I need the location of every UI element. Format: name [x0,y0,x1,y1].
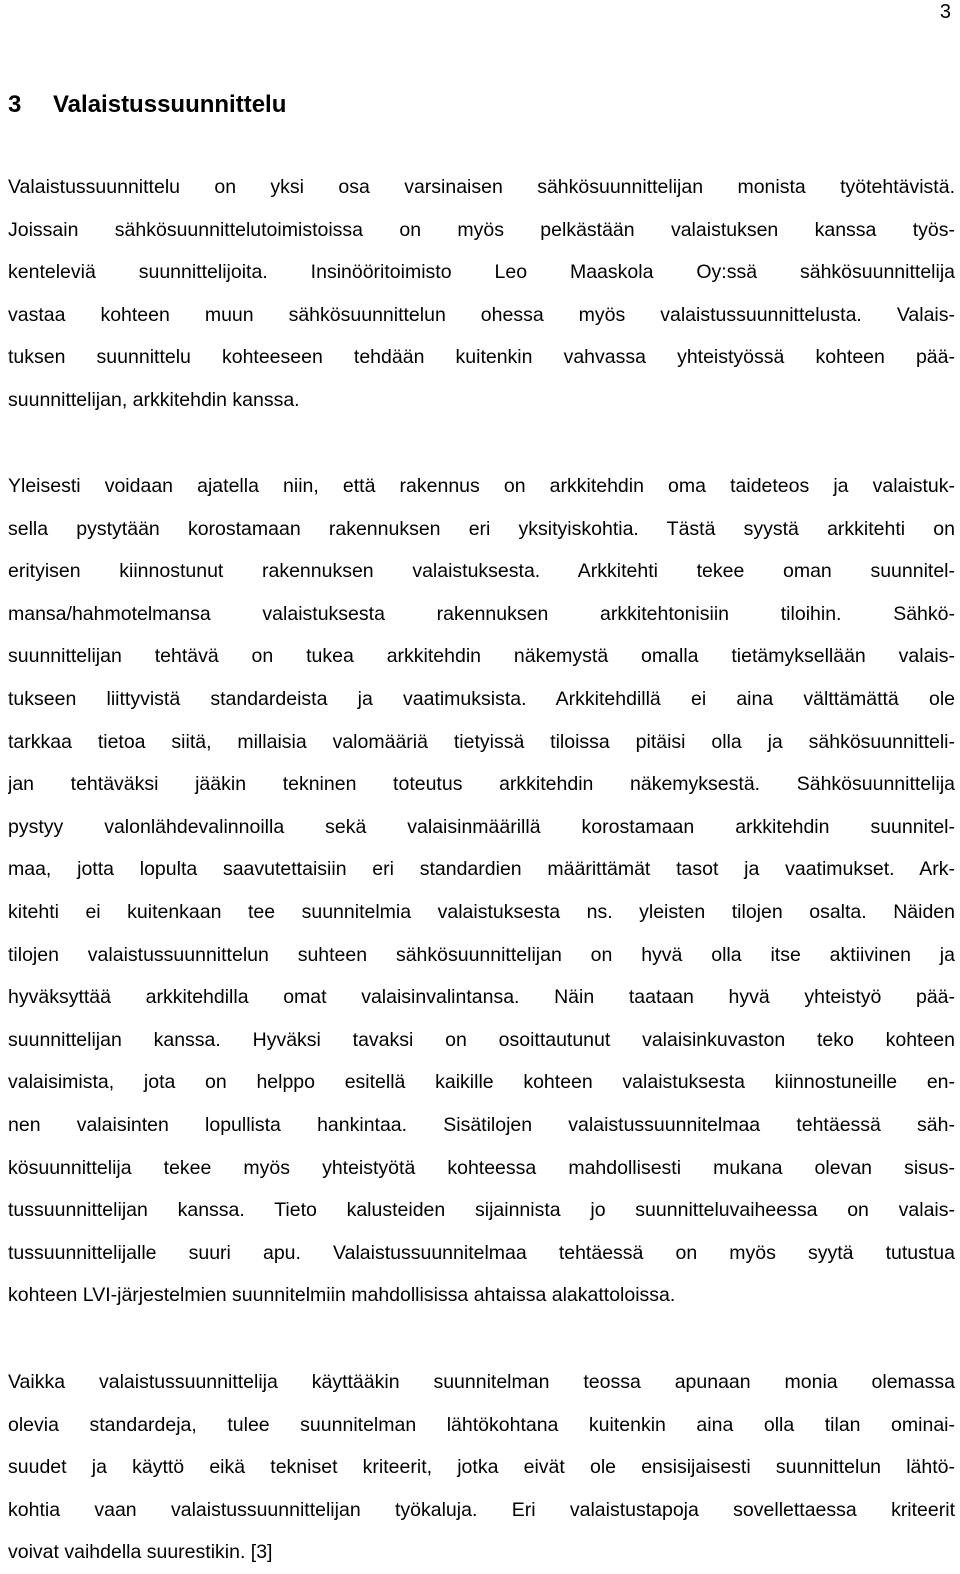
paragraph-line: tussuunnittelijalle suuri apu. Valaistussuunnitelmaa tehtäessä on myös syytä tutustua [8,1241,955,1264]
paragraph-line: suunnittelijan, arkkitehdin kanssa. [8,388,300,411]
paragraph-line: Vaikka valaistussuunnittelija käyttääkin suunnitelman teossa apunaan monia olemassa [8,1371,955,1393]
paragraph-line: Joissain sähkösuunnittelutoimistoissa on myös pelkästään valaistuksen kanssa työs- [8,218,955,241]
paragraph-line: tuksen suunnittelu kohteeseen tehdään kuitenkin vahvassa yhteistyössä kohteen pää- [8,346,955,369]
paragraph-line: Valaistussuunnittelu on yksi osa varsinaisen sähkösuunnittelijan monista työtehtävistä. [8,176,955,198]
paragraph-line: hyväksyttää arkkitehdilla omat valaisinvalintansa. Näin taataan hyvä yhteistyö pää- [8,986,955,1009]
paragraph-line: suunnittelijan tehtävä on tukea arkkitehdin näkemystä omalla tietämyksellään valais- [8,645,955,668]
paragraph-line: mansa/hahmotelmansa valaistuksesta rakennuksen arkkitehtonisiin tiloihin. Sähkö- [8,602,955,625]
paragraph-line: kohteen LVI-järjestelmien suunnitelmiin mahdollisissa ahtaissa alakattoloissa. [8,1284,676,1307]
paragraph-line: kenteleviä suunnittelijoita. Insinööritoimisto Leo Maaskola Oy:ssä sähkösuunnittelija [8,261,955,284]
paragraph-line: vastaa kohteen muun sähkösuunnittelun ohessa myös valaistussuunnittelusta. Valais- [8,303,955,326]
section-number: 3 [8,91,22,118]
page-number: 3 [939,1,951,23]
paragraph-line: kitehti ei kuitenkaan tee suunnitelmia valaistuksesta ns. yleisten tilojen osalta. Näiden [8,900,955,923]
paragraph-2 [8,465,955,1317]
paragraph-line: kohtia vaan valaistussuunnittelijan työkaluja. Eri valaistustapoja sovellettaessa kriteerit [8,1498,955,1521]
paragraph-line: tilojen valaistussuunnittelun suhteen sähkösuunnittelijan on hyvä olla itse aktiivinen ja [8,943,955,966]
paragraph-line: tukseen liittyvistä standardeista ja vaatimuksista. Arkkitehdillä ei aina välttämättä ole [8,687,955,710]
paragraph-line: Yleisesti voidaan ajatella niin, että rakennus on arkkitehdin oma taideteos ja valaistuk- [8,475,955,497]
paragraph-text [8,166,955,422]
paragraph-line: maa, jotta lopulta saavutettaisiin eri standardien määrittämät tasot ja vaatimukset. Ark- [8,858,955,881]
paragraph-1 [8,166,955,422]
paragraph-line: nen valaisinten lopullista hankintaa. Sisätilojen valaistussuunnitelmaa tehtäessä säh- [8,1113,955,1136]
paragraph-line: pystyy valonlähdevalinnoilla sekä valaisinmäärillä korostamaan arkkitehdin suunnitel- [8,815,955,838]
paragraph-line: jan tehtäväksi jääkin tekninen toteutus arkkitehdin näkemyksestä. Sähkösuunnittelija [8,773,955,796]
paragraph-line: valaisimista, jota on helppo esitellä kaikille kohteen valaistuksesta kiinnostuneille en- [8,1071,955,1094]
section-heading [8,88,286,122]
paragraph-line: suudet ja käyttö eikä tekniset kriteerit, jotka eivät ole ensisijaisesti suunnittelun lähtö- [8,1456,955,1479]
paragraph-line: suunnittelijan kanssa. Hyväksi tavaksi on osoittautunut valaisinkuvaston teko kohteen [8,1028,955,1051]
paragraph-text [8,465,955,1317]
paragraph-line: tarkkaa tietoa siitä, millaisia valomääriä tietyissä tiloissa pitäisi olla ja sähkösuunnitteli- [8,730,955,753]
paragraph-3 [8,1361,955,1574]
section-title: Valaistussuunnittelu [53,91,287,118]
paragraph-line: sella pystytään korostamaan rakennuksen eri yksityiskohtia. Tästä syystä arkkitehti on [8,517,955,540]
paragraph-text [8,1361,955,1574]
paragraph-line: erityisen kiinnostunut rakennuksen valaistuksesta. Arkkitehti tekee oman suunnitel- [8,560,955,583]
paragraph-line: voivat vaihdella suurestikin. [3] [8,1541,273,1564]
paragraph-line: tussuunnittelijan kanssa. Tieto kalusteiden sijainnista jo suunnitteluvaiheessa on valais- [8,1199,955,1222]
paragraph-line: kösuunnittelija tekee myös yhteistyötä kohteessa mahdollisesti mukana olevan sisus- [8,1156,955,1179]
paragraph-line: olevia standardeja, tulee suunnitelman lähtökohtana kuitenkin aina olla tilan ominai- [8,1413,955,1436]
